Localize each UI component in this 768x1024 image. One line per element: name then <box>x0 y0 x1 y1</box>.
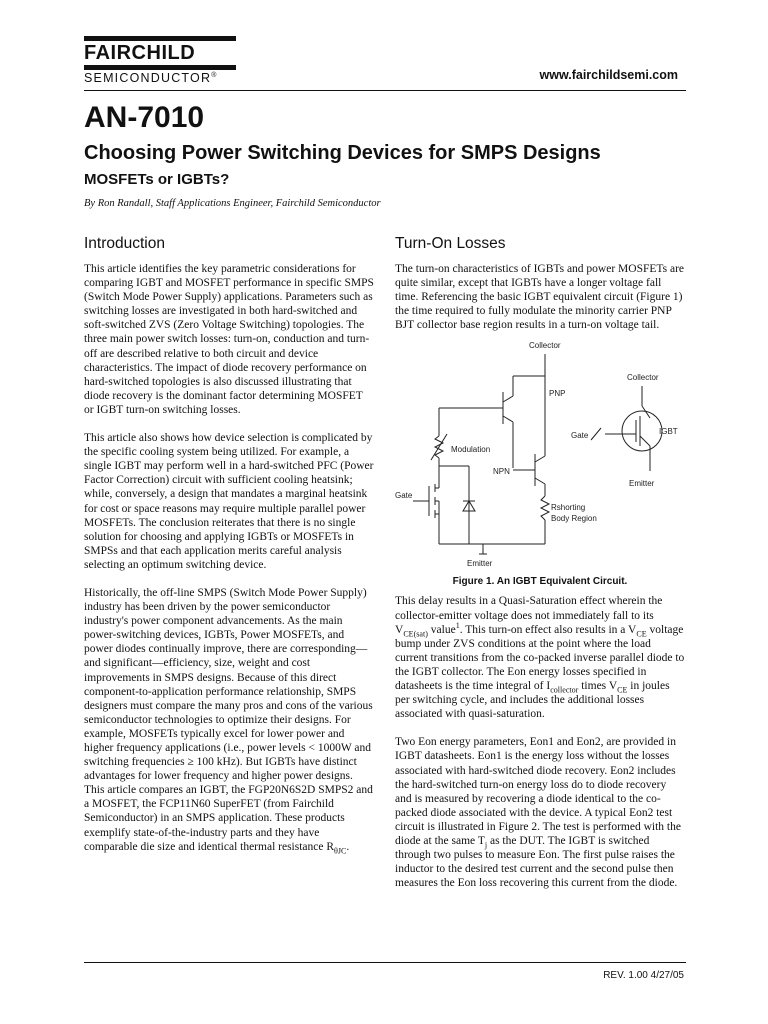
intro-paragraph-2: This article also shows how device selection is complicated by the specific cooling system being utilized. For example, a single IGBT may perform well in a hard-switched PFC (Power Factor Correction) circuit with sufficient cooling heatsink; while, conversely, a design that mandates a marginal heatsink for cost or space reasons may require multiple parallel power MOSFETs. The conclusion reiterates that there is no single solution for choosing and applying IGBTs or MOSFETs in SMPSs and that each application merits careful analysis selecting an optimum switching device. <box>84 432 374 571</box>
figure-caption: Figure 1. An IGBT Equivalent Circuit. <box>452 576 628 588</box>
turnon-p2-sub4: CE <box>617 685 628 695</box>
turnon-p2-d: voltage bump under ZVS conditions at the point where the load current transitions from the co-packed inverse parallel diode to the IGBT collector. The Eon energy losses specified in datasheets is the time integral of I <box>395 623 685 693</box>
turnon-p2-sub1: CE(sat) <box>403 628 428 638</box>
turnon-paragraph-1: The turn-on characteristics of IGBTs and power MOSFETs are quite similar, except that IGBTs have a longer voltage fall time. Referencing the basic IGBT equivalent circuit (Figure 1) the time required to fully modulate the minority carrier PNP BJT collector base region results in a turn-on voltage tail. <box>395 263 685 332</box>
document-id: AN-7010 <box>84 101 205 134</box>
footnote-ref[interactable]: 1 <box>455 620 460 630</box>
label-gate: Gate <box>395 491 413 501</box>
registered-mark: ® <box>211 71 218 79</box>
turnon-p2-e: times V <box>578 680 618 693</box>
label-igbt-collector: Collector <box>627 373 659 383</box>
turnon-p2-f: in joules per switching cycle, and includes the additional losses associated with quasi-saturation. <box>395 680 670 721</box>
page-title: Choosing Power Switching Devices for SMPS Designs <box>84 142 601 164</box>
intro-p3-subscript: θJC <box>334 845 347 855</box>
turnon-p3-b: as the DUT. The IGBT is switched through two pulses to measure Eon. The first pulse raises the inductor to the desired test current and the second pulse then measures the Eon loss recovering this current from the diode. <box>395 834 678 890</box>
footer-divider <box>84 962 686 963</box>
turnon-p2-b: value <box>427 623 456 636</box>
logo-bar-bottom <box>84 65 236 70</box>
label-modulation: Modulation <box>451 445 491 455</box>
label-body-region: Body Region <box>551 514 597 524</box>
logo-name: FAIRCHILD <box>84 42 196 64</box>
turnon-p2-c: . This turn-on effect also results in a V <box>459 623 637 636</box>
website-link[interactable]: www.fairchildsemi.com <box>539 68 678 82</box>
label-pnp: PNP <box>549 389 566 399</box>
right-column <box>395 234 685 890</box>
fairchild-logo <box>84 36 240 85</box>
turnon-paragraph-3 <box>395 735 685 890</box>
igbt-equivalent-circuit-diagram <box>395 336 685 576</box>
page-subtitle: MOSFETs or IGBTs? <box>84 171 230 188</box>
turn-on-losses-heading: Turn-On Losses <box>395 235 506 252</box>
intro-paragraph-1: This article identifies the key parametric considerations for comparing IGBT and MOSFET performance in specific SMPS (Switch Mode Power Supply) applications. Parameters such as switching losses are investigated in both hard-switched and soft-switched ZVS (Zero Voltage Switching) topologies. The three main power switch losses: turn-on, conduction and turn-off are described relative to both circuit and device characteristics. The impact of diode recovery performance on hard-switched topologies is also discussed illustrating that diode recovery is the dominant factor determining MOSFET or IGBT turn-on switching losses. <box>84 263 374 416</box>
header-divider <box>84 90 686 91</box>
introduction-heading: Introduction <box>84 235 165 252</box>
label-emitter: Emitter <box>467 559 493 569</box>
logo-subtitle <box>84 71 240 85</box>
figure-1 <box>395 336 685 594</box>
turnon-p3-a: Two Eon energy parameters, Eon1 and Eon2, are provided in IGBT datasheets. Eon1 is the energy loss without the losses associated with hard-switched diode recovery. Eon2 includes the hard-switched turn-on energy loss do to diode recovery and is measured by recovering a diode identical to the co-packed diode associated with the device. A typical Eon2 test circuit is illustrated in Figure 2. The test is performed with the diode at the same T <box>395 736 681 847</box>
turnon-p3-sub: j <box>484 840 488 850</box>
turnon-paragraph-2 <box>395 594 685 721</box>
label-igbt: IGBT <box>659 427 678 437</box>
label-npn: NPN <box>493 467 510 477</box>
byline: By Ron Randall, Staff Applications Engineer, Fairchild Semiconductor <box>84 198 381 209</box>
label-igbt-emitter: Emitter <box>629 479 655 489</box>
revision-label: REV. 1.00 4/27/05 <box>603 970 684 981</box>
turnon-p2-a: This delay results in a Quasi-Saturation effect wherein the collector-emitter voltage does not immediately fall to its V <box>395 595 663 636</box>
intro-paragraph-3 <box>84 586 374 854</box>
turnon-p2-sub3: collector <box>550 685 579 695</box>
intro-p3-text: Historically, the off-line SMPS (Switch Mode Power Supply) industry has been driven by the power semiconductor industry's power component advancements. As the main power-switching devices, IGBTs, Power MOSFETs, and power diodes continually improve, there are corresponding—and significant—efficiency, size, weight and cost improvements in SMPS designs. Because of this direct component-to-application performance relationship, SMPS designers must compare the many pros and cons of the various semiconductor technologies to optimize their designs. For example, MOSFETs typically excel for lower power and higher frequency applications (i.e., power levels < 1000W and switching frequencies ≥ 100 kHz). But IGBTs have distinct advantages for lower frequency and higher power designs. This article compares an IGBT, the FGP20N6S2D SMPS2 and a MOSFET, the FCP11N60 SuperFET (from Fairchild Semiconductor) in an SMPS application. These products exemplify state-of-the-industry parts and they have comparable die size and identical thermal resistance R <box>84 586 373 853</box>
left-column <box>84 234 374 854</box>
logo-bar-top <box>84 36 236 41</box>
turnon-p2-sub2: CE <box>636 628 647 638</box>
intro-p3-end: . <box>346 840 350 853</box>
label-rshorting: Rshorting <box>551 503 586 513</box>
label-igbt-gate: Gate <box>571 431 589 441</box>
label-collector: Collector <box>529 341 561 351</box>
logo-subtitle-text: SEMICONDUCTOR <box>84 71 212 85</box>
